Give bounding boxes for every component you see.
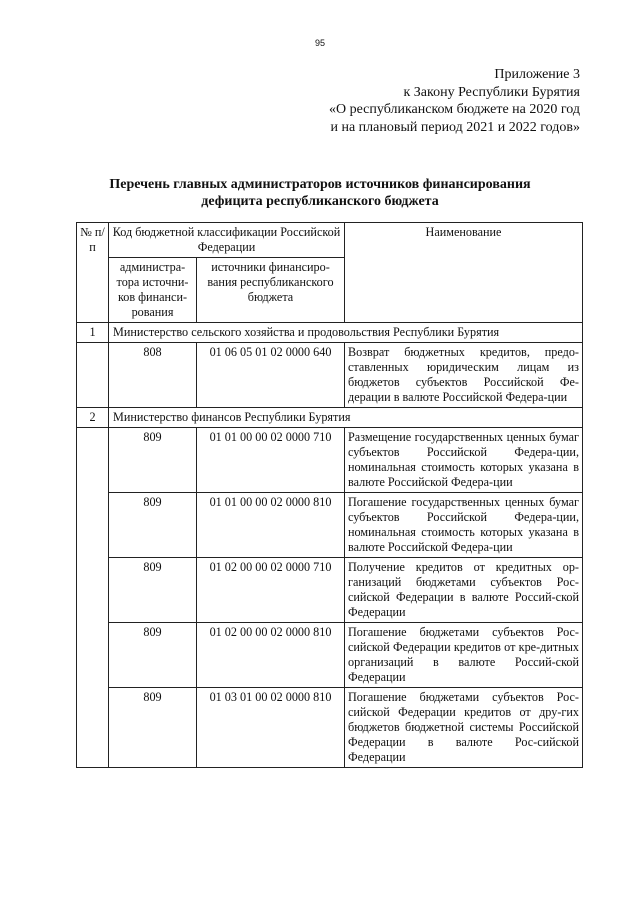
source-code-cell: 01 03 01 00 02 0000 810 — [197, 688, 345, 768]
admin-code-cell: 809 — [109, 623, 197, 688]
document-title — [60, 176, 580, 210]
header-num: № п/п — [77, 223, 109, 323]
appendix-line: и на плановый период 2021 и 2022 годов» — [330, 119, 580, 135]
page-number: 95 — [314, 38, 325, 48]
table-row — [77, 343, 583, 408]
appendix-line: к Закону Республики Бурятия — [403, 84, 580, 100]
name-cell: Возврат бюджетных кредитов, предо-ставленных юридическим лицам из бюджетов субъектов Российской Фе-дерации в валюте Российской Федера-ции — [345, 343, 583, 408]
table-row — [77, 623, 583, 688]
section-title: Министерство финансов Республики Бурятия — [109, 408, 583, 428]
source-code-cell: 01 06 05 01 02 0000 640 — [197, 343, 345, 408]
empty-number-cell — [77, 428, 109, 768]
header-source-code: источники финансиро-вания республиканского бюджета — [197, 258, 345, 323]
header-code-group: Код бюджетной классификации Российской Федерации — [109, 223, 345, 258]
section-number: 2 — [77, 408, 109, 428]
admin-code-cell: 809 — [109, 428, 197, 493]
table-row — [77, 688, 583, 768]
name-cell: Погашение бюджетами субъектов Рос-сийской Федерации кредитов от кре-дитных организаций в валюте Россий-ской Федерации — [345, 623, 583, 688]
admin-code-cell: 808 — [109, 343, 197, 408]
admin-code-cell: 809 — [109, 558, 197, 623]
header-admin-code: администра-тора источни-ков финанси-рования — [109, 258, 197, 323]
source-code-cell: 01 01 00 00 02 0000 810 — [197, 493, 345, 558]
source-code-cell: 01 02 00 00 02 0000 810 — [197, 623, 345, 688]
document-title-line: дефицита республиканского бюджета — [201, 194, 439, 209]
appendix-header — [329, 66, 580, 136]
name-cell: Погашение государственных ценных бумаг субъектов Российской Федера-ции, номинальная стоимость которых указана в валюте Российской Федера-ции — [345, 493, 583, 558]
section-title: Министерство сельского хозяйства и продовольствия Республики Бурятия — [109, 323, 583, 343]
document-title-line: Перечень главных администраторов источников финансирования — [109, 177, 531, 192]
admin-code-cell: 809 — [109, 688, 197, 768]
section-number: 1 — [77, 323, 109, 343]
name-cell: Получение кредитов от кредитных ор-ганизаций бюджетами субъектов Рос-сийской Федерации в валюте Россий-ской Федерации — [345, 558, 583, 623]
appendix-line: «О республиканском бюджете на 2020 год — [329, 102, 580, 117]
table-row — [77, 493, 583, 558]
section-row — [77, 408, 583, 428]
table-header-row — [77, 223, 583, 258]
appendix-line: Приложение 3 — [494, 67, 580, 82]
empty-number-cell — [77, 343, 109, 408]
section-row — [77, 323, 583, 343]
source-code-cell: 01 01 00 00 02 0000 710 — [197, 428, 345, 493]
table-row — [77, 428, 583, 493]
name-cell: Размещение государственных ценных бумаг субъектов Российской Федера-ции, номинальная стоимость которых указана в валюте Российской Федера-ции — [345, 428, 583, 493]
admin-code-cell: 809 — [109, 493, 197, 558]
source-code-cell: 01 02 00 00 02 0000 710 — [197, 558, 345, 623]
table-row — [77, 558, 583, 623]
header-name: Наименование — [345, 223, 583, 323]
name-cell: Погашение бюджетами субъектов Рос-сийской Федерации кредитов от дру-гих бюджетов бюджетной системы Российской Федерации в валюте Рос-сийской Федерации — [345, 688, 583, 768]
administrators-table — [76, 222, 583, 768]
